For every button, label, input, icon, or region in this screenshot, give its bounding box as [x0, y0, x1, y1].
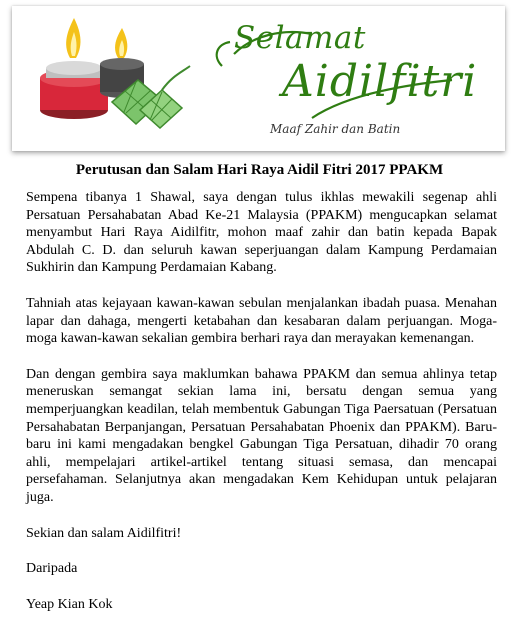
closing-line: Sekian dan salam Aidilfitri!	[26, 525, 182, 541]
greeting-subtitle: Maaf Zahir dan Batin	[270, 122, 401, 136]
paragraph-3: Dan dengan gembira saya maklumkan bahawa PPAKM dan semua ahlinya tetap meneruskan semangat sekian lama ini, bersatu dengan semua yang memperjuangkan keadilan, telah membentuk Gabungan Tiga Paersatuan (Persatuan Persahabatan Berpanjangan, Persatuan Persahabatan Phoenix dan PPAKM). Baru-baru ini kami mengadakan bengkel Gabungan Tiga Persatuan, dihadir 70 orang ahli, mempelajari artikel-artikel tentang situasi semasa, dan mencapai persefahaman. Selanjutnya akan mengadakan Kem Kehidupan untuk pelajaran juga.	[26, 366, 497, 505]
greeting-line-2: Aidilfitri	[282, 56, 478, 107]
paragraph-1: Sempena tibanya 1 Shawal, saya dengan tulus ikhlas mewakili segenap ahli Persatuan Persahabatan Abad Ke-21 Malaysia (PPAKM) mengucapkan selamat menyambut Hari Raya Aidilfitr, mohon maaf zahir dan batin kepada Bapak Abdulah C. D. dan seluruh kawan seperjuangan dalam Kampung Perdamaian Sukhirin dan Kampung Perdamaian Kabang.	[26, 190, 497, 276]
greeting-banner	[12, 6, 505, 151]
greeting-line-1: Selamat	[234, 20, 366, 56]
signature: Yeap Kian Kok	[26, 596, 113, 612]
letter-body	[26, 189, 497, 631]
from-label: Daripada	[26, 561, 78, 577]
paragraph-2: Tahniah atas kejayaan kawan-kawan sebulan menjalankan ibadah puasa. Menahan lapar dan dahaga, mengerti ketabahan dan kesabaran dalam perjuangan. Moga-moga kawan-kawan sekalian gembira berhari raya dan merayakan kemenangan.	[26, 295, 497, 347]
letter-title: Perutusan dan Salam Hari Raya Aidil Fitri 2017 PPAKM	[75, 162, 444, 178]
